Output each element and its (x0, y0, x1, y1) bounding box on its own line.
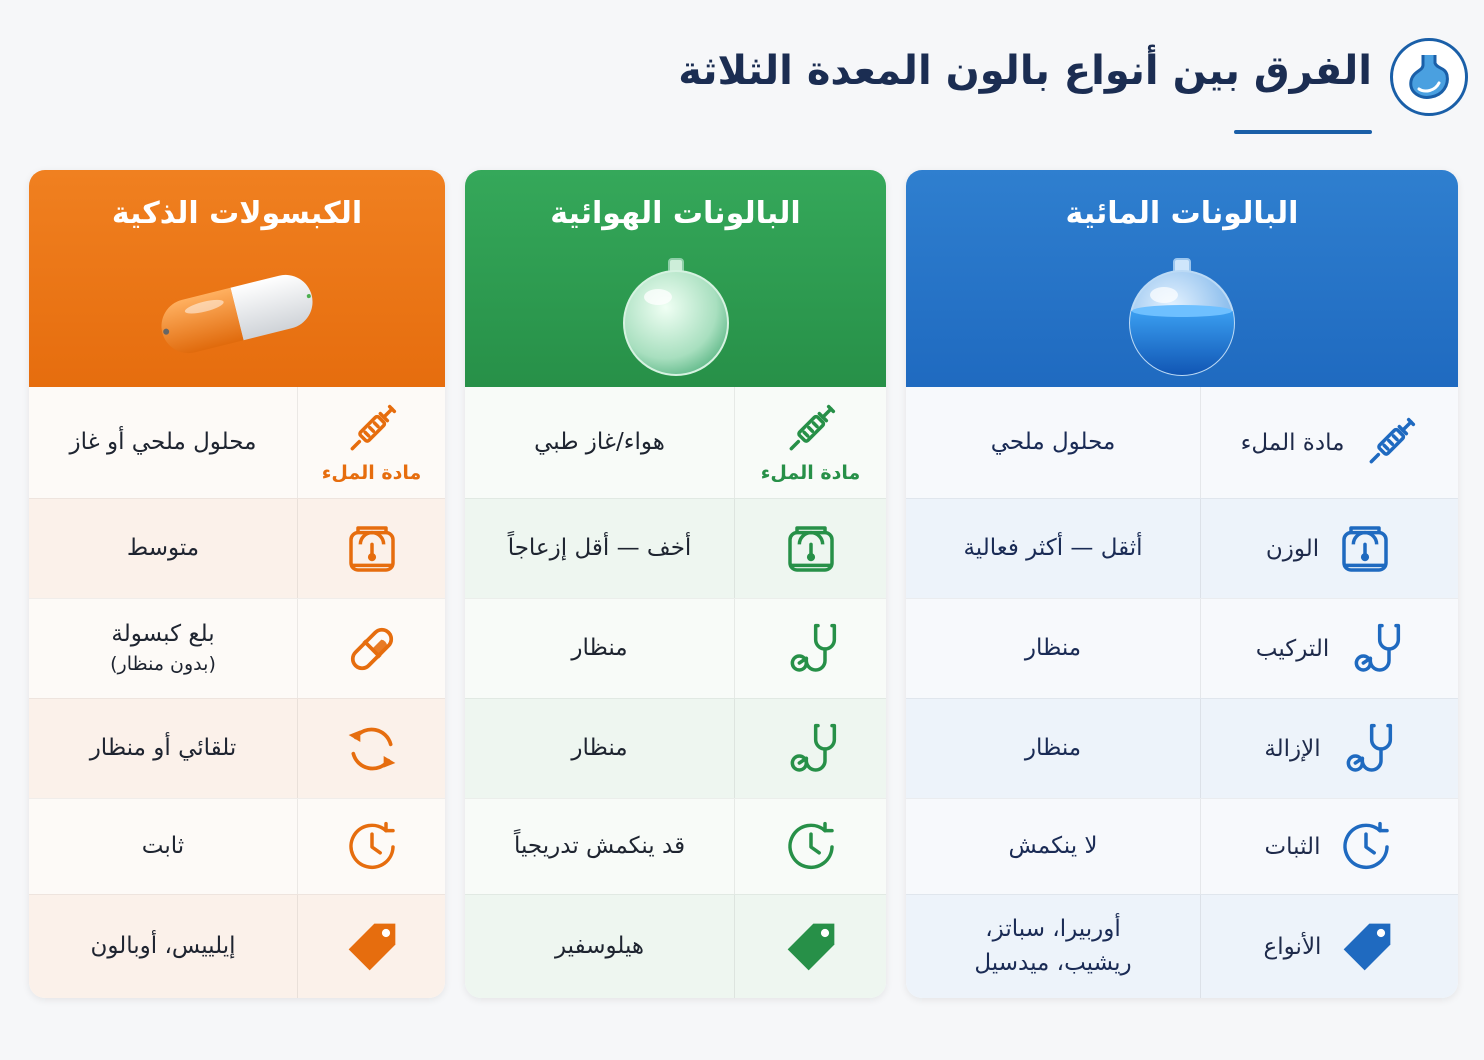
clock-icon (783, 819, 839, 875)
icon-wrap (322, 402, 422, 484)
icon-wrap (1362, 415, 1418, 471)
table-row (906, 387, 1458, 498)
row-icon-cell (1200, 599, 1458, 698)
row-value-cell (465, 895, 734, 998)
scale-icon (1337, 521, 1393, 577)
stethoscope-icon (783, 621, 839, 677)
icon-wrap (344, 521, 400, 577)
row-value: أخف — أقل إزعاجاً (507, 534, 692, 561)
row-value: لا ينكمش (1008, 832, 1098, 859)
row-label: الوزن (1265, 535, 1320, 562)
row-value: أثقل — أكثر فعالية (963, 534, 1143, 561)
clock-icon (1338, 819, 1394, 875)
table-row (465, 498, 886, 598)
row-icon-cell (734, 499, 886, 598)
card-header (29, 170, 445, 387)
table-row (29, 894, 445, 998)
row-value: هواء/غاز طبي (534, 428, 665, 455)
row-icon-cell (297, 799, 445, 894)
row-value: منظار (1024, 734, 1082, 761)
row-value-cell (29, 895, 297, 998)
clock-icon (344, 819, 400, 875)
icon-wrap (1339, 721, 1395, 777)
icon-wrap (344, 721, 400, 777)
row-icon-cell (1200, 499, 1458, 598)
table-row (906, 698, 1458, 798)
tag-icon (1339, 919, 1395, 975)
table-row (29, 598, 445, 698)
row-value-cell (29, 499, 297, 598)
row-value: محلول ملحي أو غاز (69, 428, 257, 455)
row-value: منظار (571, 734, 628, 761)
row-label: الإزالة (1264, 735, 1321, 762)
table-row (465, 894, 886, 998)
tag-icon (783, 919, 839, 975)
row-value-cell (906, 895, 1200, 998)
card-smart-capsules (29, 170, 445, 998)
table-row (906, 798, 1458, 894)
row-icon-cell (734, 799, 886, 894)
icon-wrap (1347, 621, 1403, 677)
row-icon-cell (1200, 799, 1458, 894)
row-value-cell (906, 799, 1200, 894)
row-value-cell (465, 799, 734, 894)
icon-wrap (1338, 819, 1394, 875)
row-icon-cell (297, 895, 445, 998)
row-icon-cell (297, 499, 445, 598)
pill-icon (344, 621, 400, 677)
row-value: متوسط (126, 534, 200, 561)
row-value-cell (29, 387, 297, 498)
table-row (465, 387, 886, 498)
icon-wrap (783, 621, 839, 677)
stethoscope-icon (1339, 721, 1395, 777)
icon-wrap (1337, 521, 1393, 577)
row-value: قد ينكمش تدريجياً (513, 832, 686, 859)
stethoscope-icon (1347, 621, 1403, 677)
icon-wrap (783, 721, 839, 777)
row-value-cell (465, 599, 734, 698)
table-row (29, 798, 445, 894)
card-header (465, 170, 886, 387)
row-icon-cell (1200, 387, 1458, 498)
card-title: البالونات المائية (1065, 196, 1299, 231)
row-value-cell (29, 599, 297, 698)
page-title: الفرق بين أنواع بالون المعدة الثلاثة (678, 48, 1372, 94)
row-value-cell (465, 499, 734, 598)
row-label: مادة الملء (321, 461, 422, 484)
icon-wrap (344, 919, 400, 975)
icon-wrap (344, 819, 400, 875)
row-icon-cell (734, 599, 886, 698)
title-underline (1234, 130, 1372, 134)
row-value-cell (906, 599, 1200, 698)
row-label: التركيب (1255, 635, 1330, 662)
icon-wrap (783, 521, 839, 577)
icon-wrap (783, 919, 839, 975)
row-icon-cell (297, 387, 445, 498)
row-icon-cell (734, 699, 886, 798)
row-label: مادة الملء (1240, 429, 1345, 456)
row-value-cell (29, 699, 297, 798)
row-value: هيلوسفير (554, 932, 645, 959)
row-value-cell (906, 699, 1200, 798)
row-value: محلول ملحي (990, 428, 1116, 455)
row-value: إيلييس، أوبالون (90, 932, 236, 959)
syringe-icon (1362, 415, 1418, 471)
icon-wrap (761, 402, 861, 484)
refresh-icon (344, 721, 400, 777)
table-row (465, 798, 886, 894)
row-value: أوربيرا، سباتز، (985, 916, 1121, 943)
table-row (29, 387, 445, 498)
row-value: ثابت (141, 832, 185, 859)
row-value: منظار (571, 634, 628, 661)
row-icon-cell (1200, 699, 1458, 798)
row-value-cell (465, 387, 734, 498)
syringe-icon (782, 402, 838, 458)
row-icon-cell (297, 599, 445, 698)
row-value-cell (906, 387, 1200, 498)
table-row (906, 498, 1458, 598)
card-title: الكبسولات الذكية (111, 196, 363, 231)
card-water-balloons (906, 170, 1458, 998)
row-icon-cell (734, 387, 886, 498)
card-header (906, 170, 1458, 387)
row-value-cell (906, 499, 1200, 598)
table-row (465, 698, 886, 798)
row-value-cell (29, 799, 297, 894)
syringe-icon (343, 402, 399, 458)
stethoscope-icon (783, 721, 839, 777)
row-label: مادة الملء (760, 461, 861, 484)
row-label: الأنواع (1263, 933, 1322, 960)
table-row (29, 698, 445, 798)
tag-icon (344, 919, 400, 975)
row-label: الثبات (1264, 833, 1321, 860)
table-row (906, 894, 1458, 998)
row-value: بلع كبسولة (111, 621, 215, 648)
row-icon-cell (734, 895, 886, 998)
capsule-illustration (29, 248, 445, 380)
icon-wrap (1339, 919, 1395, 975)
card-title: البالونات الهوائية (550, 196, 801, 231)
table-row (465, 598, 886, 698)
row-value-cell (465, 699, 734, 798)
row-value-secondary: (بدون منظار) (110, 653, 216, 676)
scale-icon (344, 521, 400, 577)
table-row (906, 598, 1458, 698)
row-value: تلقائي أو منظار (89, 734, 237, 761)
stomach-icon (1390, 38, 1468, 116)
water-balloon-icon (906, 248, 1458, 380)
row-value: منظار (1024, 634, 1082, 661)
row-icon-cell (297, 699, 445, 798)
page-header (0, 30, 1484, 140)
card-air-balloons (465, 170, 886, 998)
row-icon-cell (1200, 895, 1458, 998)
row-value-secondary: ريشيب، ميدسيل (974, 949, 1132, 976)
icon-wrap (344, 621, 400, 677)
icon-wrap (783, 819, 839, 875)
air-balloon-icon (465, 248, 886, 380)
table-row (29, 498, 445, 598)
scale-icon (783, 521, 839, 577)
